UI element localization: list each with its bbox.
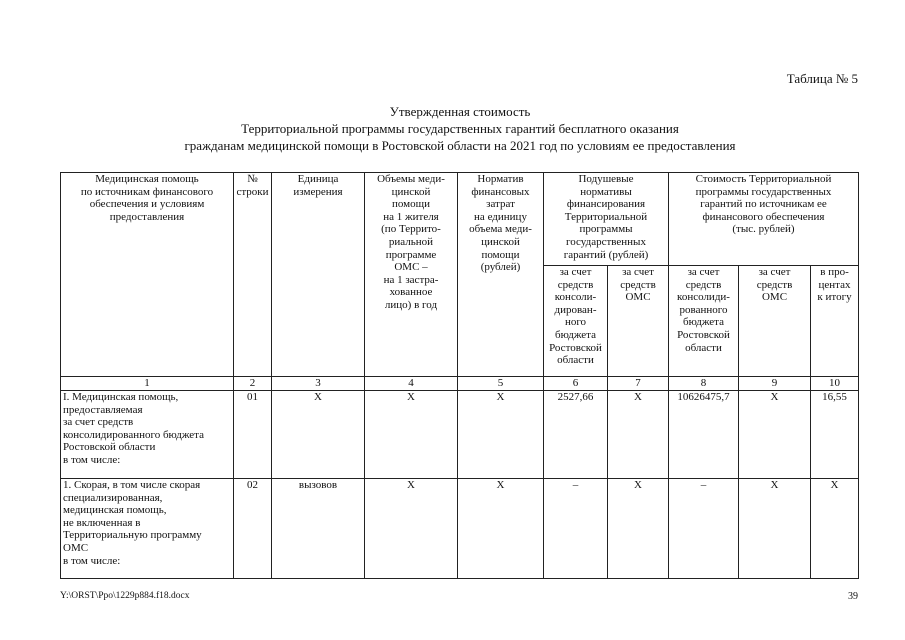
table-label: Таблица № 5: [786, 71, 858, 86]
document-title: [60, 103, 860, 154]
cost-percent-cell: 16,55: [811, 391, 859, 479]
cost-norm-cell: Х: [458, 479, 544, 579]
header-cost-oms: за счет средств ОМС: [739, 266, 811, 377]
cost-percent-cell: Х: [811, 479, 859, 579]
per-capita-budget-cell: 2527,66: [544, 391, 608, 479]
cost-budget-cell: –: [669, 479, 739, 579]
file-path: Y:\ORST\Ppo\1229p884.f18.docx: [60, 591, 190, 601]
header-row-1: [61, 173, 859, 266]
table-row: [61, 391, 859, 479]
column-number: 6: [544, 377, 608, 391]
column-number: 1: [61, 377, 234, 391]
unit-cell: вызовов: [272, 479, 365, 579]
per-capita-budget-cell: –: [544, 479, 608, 579]
header-program-cost-group: Стоимость Территориальной программы государственных гарантий по источникам ее финансового обеспечения (тыс. рублей): [669, 173, 859, 266]
header-volume: Объемы меди- цинской помощи на 1 жителя (по Террито- риальной программе ОМС – на 1 застра- хованное лицо) в год: [365, 173, 458, 377]
column-number: 4: [365, 377, 458, 391]
title-line-1: Утвержденная стоимость: [389, 104, 531, 119]
table-row: [61, 479, 859, 579]
per-capita-oms-cell: Х: [608, 479, 669, 579]
column-number: 8: [669, 377, 739, 391]
column-number: 2: [234, 377, 272, 391]
volume-cell: Х: [365, 479, 458, 579]
header-row-number: № строки: [234, 173, 272, 377]
page-number: 39: [848, 591, 858, 602]
cost-norm-cell: Х: [458, 391, 544, 479]
column-number: 5: [458, 377, 544, 391]
header-per-capita-group: Подушевые нормативы финансирования Территориальной программы государственных гарантий (рублей): [544, 173, 669, 266]
title-line-3: гражданам медицинской помощи в Ростовской области на 2021 год по условиям ее предоставления: [184, 138, 736, 153]
column-numbers-row: [61, 377, 859, 391]
column-number: 9: [739, 377, 811, 391]
column-number: 7: [608, 377, 669, 391]
cost-oms-cell: Х: [739, 479, 811, 579]
column-number: 3: [272, 377, 365, 391]
title-line-2: Территориальной программы государственных гарантий бесплатного оказания: [241, 121, 679, 136]
header-unit: Единица измерения: [272, 173, 365, 377]
volume-cell: Х: [365, 391, 458, 479]
header-cost-budget: за счет средств консолиди- рованного бюджета Ростовской области: [669, 266, 739, 377]
row-assistance-name: 1. Скорая, в том числе скорая специализированная, медицинская помощь, не включенная в Территориальную программу ОМС в том числе:: [61, 479, 234, 579]
column-number: 10: [811, 377, 859, 391]
header-cost-percent: в про- центах к итогу: [811, 266, 859, 377]
cost-budget-cell: 10626475,7: [669, 391, 739, 479]
header-cost-norm: Норматив финансовых затрат на единицу объема меди- цинской помощи (рублей): [458, 173, 544, 377]
per-capita-oms-cell: Х: [608, 391, 669, 479]
cost-table: [60, 172, 859, 579]
header-per-capita-budget: за счет средств консоли- дирован- ного бюджета Ростовской области: [544, 266, 608, 377]
cost-oms-cell: Х: [739, 391, 811, 479]
header-per-capita-oms: за счет средств ОМС: [608, 266, 669, 377]
unit-cell: Х: [272, 391, 365, 479]
row-assistance-name: I. Медицинская помощь, предоставляемая за счет средств консолидированного бюджета Ростовской области в том числе:: [61, 391, 234, 479]
row-number-cell: 02: [234, 479, 272, 579]
row-number-cell: 01: [234, 391, 272, 479]
header-assistance-type: Медицинская помощь по источникам финансового обеспечения и условиям предоставления: [61, 173, 234, 377]
